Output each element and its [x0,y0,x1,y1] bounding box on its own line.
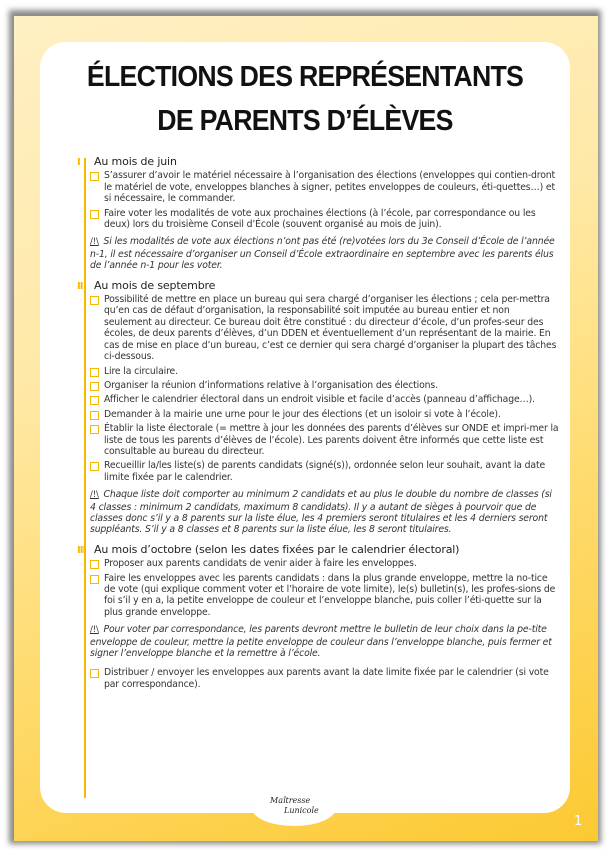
item-text: Faire les enveloppes avec les parents candidats : dans la plus grande enveloppe, mettre la no-tice de vote (qui explique comment voter et l’horaire de vote limite), le(s) bulletin(s), les profes-sions de foi s’il y en a, la petite enveloppe de couleur et l’enveloppe blanche, puis coller l’éti-quette sur la plus grande enveloppe. [104,572,556,618]
document-page [14,16,598,841]
page-number: 1 [574,814,583,829]
checkbox-icon[interactable] [90,411,99,420]
section-header [77,280,559,292]
brand-logo [270,796,320,822]
section-title: Au mois de septembre [94,278,216,292]
checkbox-icon[interactable] [90,368,99,377]
section-header [77,156,559,168]
item-text: Proposer aux parents candidats de venir aider à faire les enveloppes. [104,558,417,570]
checkbox-icon[interactable] [90,425,99,434]
checklist-item[interactable] [90,423,559,457]
section-october [77,544,559,690]
checkbox-icon[interactable] [90,396,99,405]
checklist-item[interactable] [90,573,559,619]
note-text: Pour voter par correspondance, les parents devront mettre le bulletin de leur choix dans la pe-tite enveloppe de couleur, mettre la petite enveloppe de couleur dans l’enveloppe blanche, puis fermer et signer l’enveloppe blanche et la remettre à l’école. [90,624,552,660]
checkbox-icon[interactable] [90,210,99,219]
title-line-1: ÉLECTIONS DES REPRÉSENTANTS [86,61,524,93]
section-numeral: II [77,280,83,292]
section-title: Au mois de juin [94,155,177,168]
item-text: Distribuer / envoyer les enveloppes aux parents avant la date limite fixée par le calendrier (si vote par correspondance). [104,667,549,690]
checkbox-icon[interactable] [90,382,99,391]
section-september [77,280,559,536]
checklist-item[interactable] [90,170,559,204]
title-line-2: DE PARENTS D’ÉLÈVES [157,105,453,137]
checklist-item[interactable] [90,558,559,569]
warning-icon: /!\ [90,625,99,636]
checklist-item[interactable] [90,366,559,377]
item-text: Possibilité de mettre en place un bureau qui sera chargé d’organiser les élections ; cela per-mettra qu’en cas de défaut d’organisation, la responsabilité soit imputée au bureau entier et non seulement au directeur. Ce bureau doit être constitué : du directeur d’école, d’un profes-seur des écoles, de deux parents d’élèves, d’un DDEN et éventuellement d’un représentant de la mairie. En cas de mise en place d’un bureau, c’est ce dernier qui sera chargé d’organiser la plupart des tâches ci-dessous. [104,294,557,363]
checklist-item[interactable] [90,380,559,391]
logo-line-1: Maîtresse [270,796,311,805]
note-text: Si les modalités de vote aux élections n’ont pas été (re)votées lors du 3e Conseil d’École de l’année n-1, il est nécessaire d’organiser un Conseil d’École extraordinaire en septembre avec les parents élus de l’année n-1 pour les voter. [90,236,555,272]
content [77,156,559,696]
note-text: Chaque liste doit comporter au minimum 2 candidats et au plus le double du nombre de classes (si 4 classes : minimum 2 candidats, maximum 8 candidats). Il y a autant de sièges à pourvoir que de classes donc s’il y a 8 parents sur la liste élue, les 4 premiers seront titulaires et les 4 derniers seront suppléants. S’il y a 8 classes et 8 parents sur la liste élue, les 8 seront titulaires. [90,489,552,536]
logo-line-2: Lunicole [284,806,319,815]
section-numeral: I [77,157,80,168]
item-text: Établir la liste électorale (= mettre à jour les données des parents d’élèves sur ONDE et impri-mer la liste de tous les parents d’élèves de l’école). Les parents doivent être informés que cette liste est consultable au bureau du directeur. [104,423,559,457]
warning-icon: /!\ [90,490,99,501]
section-header [77,544,559,556]
checkbox-icon[interactable] [90,296,99,305]
warning-note [90,624,559,659]
checklist-item[interactable] [90,208,559,231]
item-text: Lire la circulaire. [104,365,178,377]
page-title [61,55,549,143]
checkbox-icon[interactable] [90,669,99,678]
item-text: Demander à la mairie une urne pour le jour des élections (et un isoloir si vote à l’école). [104,408,501,420]
section-june [77,156,559,272]
item-text: Faire voter les modalités de vote aux prochaines élections (à l’école, par correspondance ou les deux) lors du troisième Conseil d’École (souvent organisé au mois de juin). [104,207,536,231]
item-text: S’assurer d’avoir le matériel nécessaire à l’organisation des élections (enveloppes qui contien-dront le matériel de vote, enveloppes blanches à signer, petites enveloppes de couleurs, éti-quettes…) et si nécessaire, le commander. [104,170,556,205]
checklist-item[interactable] [90,460,559,483]
checkbox-icon[interactable] [90,575,99,584]
checkbox-icon[interactable] [90,560,99,569]
checklist-item[interactable] [90,294,559,362]
checkbox-icon[interactable] [90,462,99,471]
checklist-item[interactable] [90,409,559,420]
warning-icon: /!\ [90,237,99,248]
section-title: Au mois d’octobre (selon les dates fixées par le calendrier électoral) [94,542,460,556]
item-text: Afficher le calendrier électoral dans un endroit visible et facile d’accès (panneau d’affichage…). [104,394,535,406]
item-text: Organiser la réunion d’informations relative à l’organisation des élections. [104,379,438,391]
warning-note [90,489,559,536]
section-numeral: III [77,544,86,556]
checklist-item[interactable] [90,394,559,405]
checkbox-icon[interactable] [90,172,99,181]
item-text: Recueillir la/les liste(s) de parents candidats (signé(s)), ordonnée selon leur souhait, avant la date limite fixée par le calendrier. [104,460,546,483]
content-panel [40,42,570,813]
checklist-item[interactable] [90,667,559,690]
warning-note [90,236,559,271]
